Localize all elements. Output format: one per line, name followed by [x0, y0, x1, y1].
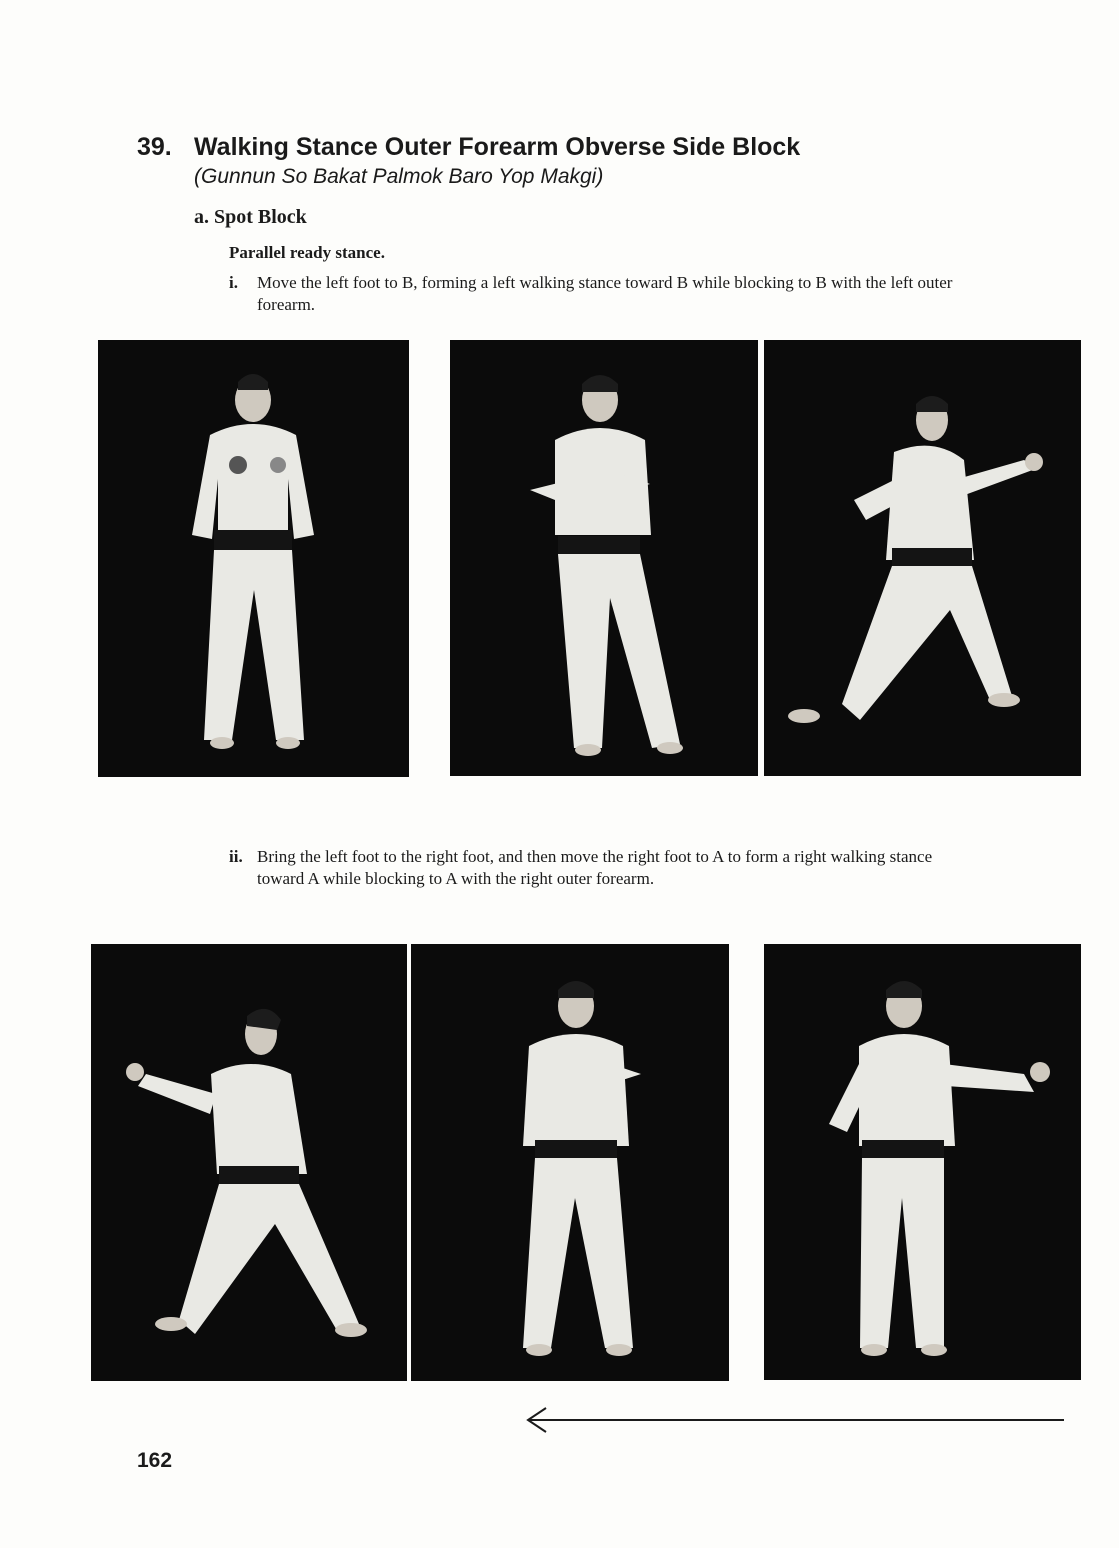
exercise-korean-name: (Gunnun So Bakat Palmok Baro Yop Makgi): [194, 165, 604, 188]
step-text: Move the left foot to B, forming a left walking stance toward B while blocking to B with the left outer forearm.: [257, 273, 953, 314]
exercise-heading: [137, 132, 800, 162]
exercise-title: Walking Stance Outer Forearm Obverse Side Block: [194, 133, 801, 161]
ready-stance-text: Parallel ready stance.: [229, 243, 385, 262]
step-marker: ii.: [229, 847, 243, 866]
photo-ready-stance: [98, 340, 409, 777]
figure-icon: [764, 340, 1081, 776]
figure-icon: [450, 340, 758, 776]
step-text: Bring the left foot to the right foot, and then move the right foot to A to form a right walking stance toward A while blocking to A with the right outer forearm.: [257, 847, 933, 888]
step-i: [229, 272, 969, 316]
photo-step-i-block-repeat: [91, 944, 407, 1381]
figure-icon: [764, 944, 1081, 1380]
step-ii: [229, 846, 969, 890]
arrow-left-icon: [524, 1404, 1066, 1436]
photo-step-ii-block: [764, 944, 1081, 1380]
step-marker: i.: [229, 273, 238, 292]
photo-step-i-preparation: [450, 340, 758, 776]
exercise-number: 39.: [137, 133, 172, 161]
photo-step-ii-preparation: [411, 944, 729, 1381]
photo-step-i-block: [764, 340, 1081, 776]
figure-icon: [98, 340, 409, 777]
section-label: a. Spot Block: [194, 206, 307, 228]
figure-icon: [91, 944, 407, 1381]
page-number: 162: [137, 1449, 173, 1472]
figure-icon: [411, 944, 729, 1381]
